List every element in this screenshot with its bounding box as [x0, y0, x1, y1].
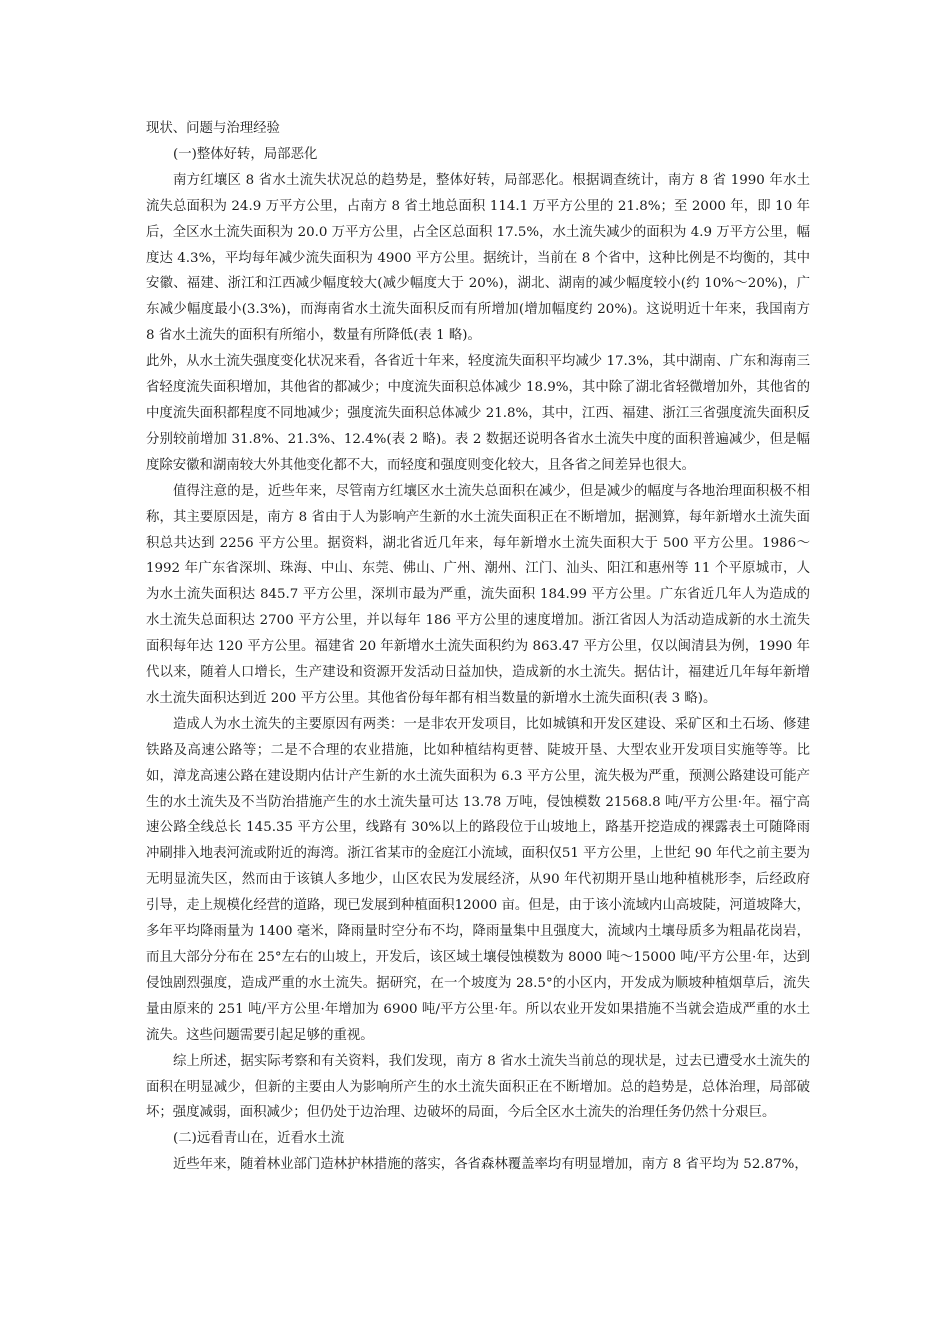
- paragraph-causes: 造成人为水土流失的主要原因有两类：一是非农开发项目，比如城镇和开发区建设、采矿区和土石场、修建铁路及高速公路等；二是不合理的农业措施，比如种植结构更替、陡坡开垦、大型农业开发项目实施等等。比如，漳龙高速公路在建设期内估计产生新的水土流失面积为 6.3 平方公里，流失极为严重，预测公路建设可能产生的水土流失及不当防治措施产生的水土流失量可达 13.78 万吨，侵蚀模数 21568.8 吨/平方公里·年。福宁高速公路全线总长 145.35 平方公里，线路有 30%以上的路段位于山坡地上，路基开挖造成的裸露表土可随降雨冲刷排入地表河流或附近的海湾。浙江省某市的金庭江小流域，面积仅51 平方公里，上世纪 90 年代之前主要为无明显流失区，然而由于该镇人多地少，山区农民为发展经济，从90 年代初期开垦山地种植桃形李，后经政府引导，走上规模化经营的道路，现已发展到种植面积12000 亩。但是，由于该小流域内山高坡陡，河道坡降大，多年平均降雨量为 1400 毫米，降雨量时空分布不均，降雨量集中且强度大，流域内土壤母质多为粗晶花岗岩，而且大部分分布在 25°左右的山坡上，开发后，该区域土壤侵蚀模数为 8000 吨～15000 吨/平方公里·年，达到侵蚀剧烈强度，造成严重的水土流失。据研究，在一个坡度为 28.5°的小区内，开发成为顺坡种植烟草后，流失量由原来的 251 吨/平方公里·年增加为 6900 吨/平方公里·年。所以农业开发如果措施不当就会造成严重的水土流失。这些问题需要引起足够的重视。: [146, 716, 810, 1043]
- paragraph-summary: 综上所述，据实际考察和有关资料，我们发现，南方 8 省水土流失当前总的现状是，过去已遭受水土流失的面积在明显减少，但新的主要由人为影响所产生的水土流失面积正在不断增加。总的趋势是，总体治理，局部破坏；强度减弱，面积减少；但仍处于边治理、边破坏的局面，今后全区水土流失的治理任务仍然十分艰巨。: [146, 1053, 810, 1121]
- paragraph-forest-coverage: 近些年来，随着林业部门造林护林措施的落实，各省森林覆盖率均有明显增加，南方 8 省平均为 52.87%，: [173, 1157, 808, 1173]
- subheading-green-hills: (二)远看青山在，近看水土流: [173, 1131, 345, 1147]
- section-title: 现状、问题与治理经验: [146, 121, 280, 136]
- document-body: [146, 116, 810, 1178]
- paragraph-overall-trend: 南方红壤区 8 省水土流失状况总的趋势是，整体好转，局部恶化。根据调查统计，南方 8 省 1990 年水土流失总面积为 24.9 万平方公里，占南方 8 省土地总面积 114.1 万平方公里的 21.8%；至 2000 年，即 10 年后，全区水土流失面积为 20.0 万平方公里，占全区总面积 17.5%，水土流失减少的面积为 4.9 万平方公里，幅度达 4.3%，平均每年减少流失面积为 4900 平方公里。据统计，当前在 8 个省中，这种比例是不均衡的，其中安徽、福建、浙江和江西减少幅度较大(减少幅度大于 20%)，湖北、湖南的减少幅度较小(约 10%～20%)，广东减少幅度最小(3.3%)，而海南省水土流失面积反而有所增加(增加幅度约 20%)。这说明近十年来，我国南方 8 省水土流失的面积有所缩小，数量有所降低(表 1 略)。: [146, 172, 810, 344]
- paragraph-human-induced-increase: 值得注意的是，近些年来，尽管南方红壤区水土流失总面积在减少，但是减少的幅度与各地治理面积极不相称，其主要原因是，南方 8 省由于人为影响产生新的水土流失面积正在不断增加，据测算，每年新增水土流失面积总共达到 2256 平方公里。据资料，湖北省近几年来，每年新增水土流失面积大于 500 平方公里。1986～1992 年广东省深圳、珠海、中山、东莞、佛山、广州、潮州、江门、汕头、阳江和惠州等 11 个平原城市，人为水土流失面积达 845.7 平方公里，深圳市最为严重，流失面积 184.99 平方公里。广东省近几年人为造成的水土流失总面积达 2700 平方公里，并以每年 186 平方公里的速度增加。浙江省因人为活动造成新的水土流失面积每年达 120 平方公里。福建省 20 年新增水土流失面积约为 863.47 平方公里，仅以闽清县为例，1990 年代以来，随着人口增长，生产建设和资源开发活动日益加快，造成新的水土流失。据估计，福建近几年每年新增水土流失面积达到近 200 平方公里。其他省份每年都有相当数量的新增水土流失面积(表 3 略)。: [146, 483, 810, 706]
- paragraph-intensity-change: 此外，从水土流失强度变化状况来看，各省近十年来，轻度流失面积平均减少 17.3%，其中湖南、广东和海南三省轻度流失面积增加，其他省的都减少；中度流失面积总体减少 18.9%，其中除了湖北省轻微增加外，其他省的中度流失面积都程度不同地减少；强度流失面积总体减少 21.8%，其中，江西、福建、浙江三省强度流失面积反分别较前增加 31.8%、21.3%、12.4%(表 2 略)。表 2 数据还说明各省水土流失中度的面积普遍减少，但是幅度除安徽和湖南较大外其他变化都不大，而轻度和强度则变化较大，且各省之间差异也很大。: [146, 354, 810, 473]
- subheading-overall-improvement: (一)整体好转，局部恶化: [173, 146, 318, 162]
